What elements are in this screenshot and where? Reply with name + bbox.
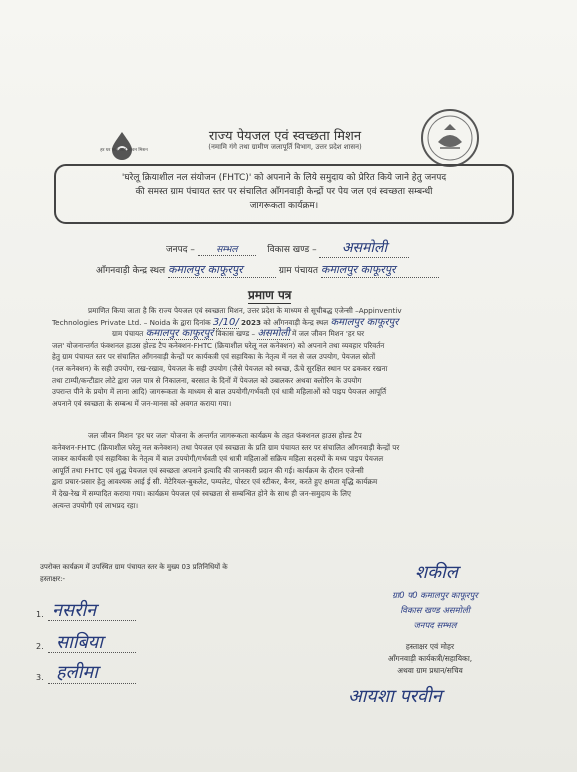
para-line: में देख-रेख में सम्पादित कराया गया। कार्यक्रम पेयजल एवं स्वच्छता से सम्बन्धित होने के साथ ही जन-समुदाय के लिए	[52, 488, 351, 498]
para-line: जल जीवन मिशन 'हर घर जल' योजना के अन्तर्गत जागरूकता कार्यक्रम के तहत फंक्शनल हाउस होल्ड टैप	[88, 431, 362, 440]
para-line: (नल कनेक्शन) के सही उपयोग, रख-रखाव, पेयजल के सही उपयोग (जैसे पेयजल को स्वच्छ, ऊँचे सुरक्षित स्थान पर ढककर रखना	[52, 363, 388, 373]
para-line: जल' योजनान्तर्गत फंक्शनल हाउस होल्ड टैप कनेक्शन-FHTC (क्रियाशील घरेलू नल कनेक्शन) को अपनाने तथा व्यवहार परिवर्तन	[52, 340, 385, 350]
aw-label: आँगनवाड़ी केन्द्र स्थल	[96, 266, 166, 276]
program-title-line: 'घरेलू क्रियाशील नल संयोजन (FHTC)' को अपनाने के लिये समुदाय को प्रेरित किये जाने हेतु जनपद	[121, 173, 447, 183]
page-subtitle: (नमामि गंगे तथा ग्रामीण जलापूर्ति विभाग, उत्तर प्रदेश शासन)	[208, 143, 362, 151]
secretary-signature: शकील	[415, 562, 458, 583]
signature-line	[48, 683, 136, 684]
signature-line	[48, 652, 136, 653]
para-text: विकास खण्ड –	[215, 329, 256, 339]
footer-line: हस्ताक्षर एवं मोहर	[405, 642, 455, 651]
para-line: हेतु ग्राम पंचायत स्तर पर संचालित आँगनवाड़ी केन्द्रों पर कार्यकत्री एवं सहायिका के नेतृत्व में नल से जल उपयोग, पेयजल स्रोतों	[52, 352, 376, 362]
certificate-heading: प्रमाण पत्र	[248, 288, 292, 302]
para-text: को आँगनवाड़ी केन्द्र स्थल	[263, 317, 329, 327]
program-title-box	[54, 164, 514, 224]
har-ghar-jal-logo-icon	[100, 120, 144, 170]
para-line: उपरान्त पीने के प्रयोग में लाना आदि) जागरूकता के माध्यम से बाल उपयोगी/गर्भवती एवं धात्री महिलाओं को पाइप पेयजल आपूर्ति	[52, 387, 387, 397]
gp-value: कमालपुर काफूरपुर	[321, 262, 439, 278]
centre-row	[96, 262, 439, 278]
footer-line: आँगनवाड़ी कार्यकत्री/सहायिका,	[387, 654, 473, 663]
para-line: द्वारा प्रचार-प्रसार हेतु आवश्यक आई ई सी. मेटेरियल-बुकलेट, पम्पलेट, पोस्टर एवं स्टीकर, बैनर, करते हुए क्षमता वृद्धि कार्यक्रम	[52, 477, 378, 487]
district-row	[166, 238, 409, 258]
year-text: 2023	[241, 317, 262, 327]
para-line: जाकर कार्यकत्री एवं सहायिका के नेतृत्व में बाल उपयोगी/गर्भवती एवं धात्री महिलाओं सक्रिय महिला सदस्यों के मध्य पाइप पेयजल	[52, 454, 384, 464]
signatory-number: 2.	[36, 642, 44, 651]
signatories-intro: उपरोक्त कार्यक्रम में उपस्थित ग्राम पंचायत स्तर के मुख्य 03 प्रतिनिधियों के	[40, 563, 228, 571]
anganwadi-signature: आयशा परवीन	[348, 686, 442, 707]
handwritten-block: असमोली	[257, 328, 290, 340]
stamp-line: जनपद सम्भल	[413, 621, 457, 631]
para-line: अपनाने एवं स्वच्छता के सम्बन्ध में जन-मानस को अवगत कराया गया।	[52, 398, 232, 408]
para-line: तथा टाम्पी/कन्टीडार लोटे द्वारा जल पात्र से निकालना, बरसात के दिनों में पेयजल को उबालकर अथवा क्लोरिन के उपयोग	[52, 375, 362, 385]
program-title-line: जागरूकता कार्यक्रम।	[249, 201, 319, 211]
page-title: राज्य पेयजल एवं स्वच्छता मिशन	[208, 129, 362, 144]
handwritten-date: 3/10/	[212, 316, 239, 328]
district-value: सम्भल	[198, 242, 256, 256]
certificate-paragraph-2	[52, 430, 528, 511]
para-line	[52, 317, 528, 329]
aw-value: कमालपुर काफूरपुर	[168, 262, 276, 278]
para-line: आपूर्ति तथा FHTC एवं शुद्ध पेयजल एवं स्वच्छता अपनाने इत्यादि की जानकारी प्रदान की गई। कार्यक्रम के दौरान एजेन्सी	[52, 465, 364, 475]
para-text: ग्राम पंचायत	[112, 329, 144, 339]
up-government-seal-icon	[420, 108, 480, 168]
block-label: विकास खण्ड –	[267, 245, 317, 255]
certificate-paragraph-1	[52, 305, 528, 409]
program-title-line: की समस्त ग्राम पंचायत स्तर पर संचालित आँगनवाड़ी केन्द्रों पर पेय जल एवं स्वच्छता सम्बन्धी	[135, 187, 433, 197]
stamp-line: ग्रा0 प0 कमालपुर काफूरपुर	[392, 591, 478, 601]
footer-line: अथवा ग्राम प्रधान/सचिव	[397, 666, 463, 675]
gp-label: ग्राम पंचायत	[278, 266, 319, 276]
para-line: अत्यन्त उपयोगी एवं लाभप्रद रहा।	[52, 500, 139, 510]
logo-caption: हर घर जल जल जीवन मिशन	[100, 148, 148, 153]
signatory-number: 3.	[36, 673, 44, 682]
district-label: जनपद –	[166, 245, 195, 255]
block-value: असमोली	[319, 238, 409, 258]
signatory-signature: साबिया	[56, 632, 103, 653]
para-line	[52, 328, 528, 340]
signatory-number: 1.	[36, 610, 44, 619]
para-line: कनेक्शन-FHTC (क्रियाशील घरेलू नल कनेक्शन) तथा पेयजल एवं स्वच्छता के प्रति ग्राम पंचायत स्तर पर संचालित आँगनवाड़ी केन्द्रों पर	[52, 442, 400, 452]
signatory-signature: हलीमा	[56, 662, 98, 683]
stamp-line: विकास खण्ड असमोली	[400, 606, 470, 616]
signatory-signature: नसरीन	[52, 600, 97, 621]
handwritten-centre: कमालपुर काफूरपुर	[330, 316, 399, 328]
para-text: Technologies Private Ltd. – Noida के द्वारा दिनांक	[52, 317, 211, 327]
handwritten-gp: कमालपुर काफूरपुर	[145, 328, 214, 340]
para-text: में जल जीवन मिशन 'हर घर	[292, 329, 365, 339]
para-line: प्रमाणित किया जाता है कि राज्य पेयजल एवं स्वच्छता मिशन, उत्तर प्रदेश के माध्यम से सूचीबद्ध एजेन्सी –Appinventiv	[88, 306, 402, 315]
signature-line	[48, 620, 136, 621]
signatories-intro-2: हस्ताक्षर:-	[40, 575, 66, 583]
